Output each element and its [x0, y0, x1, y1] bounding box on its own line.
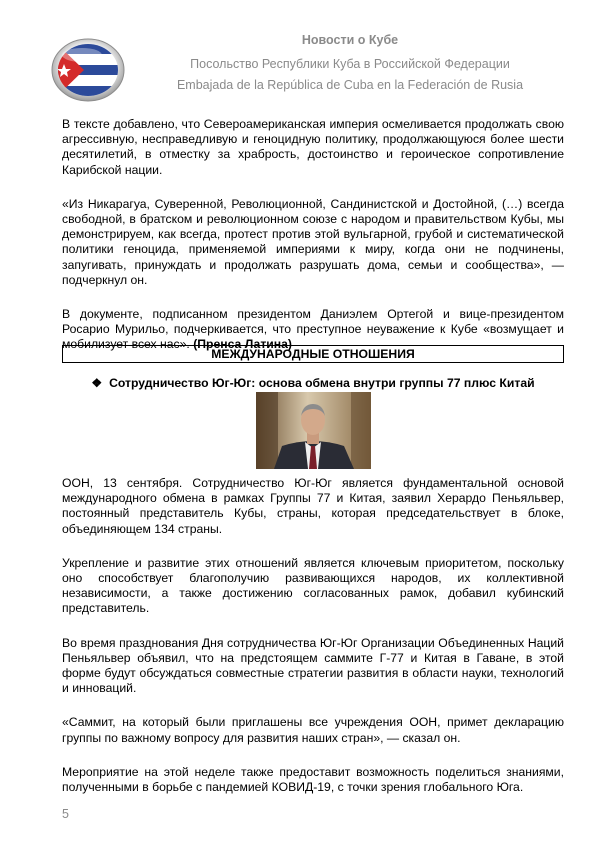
paragraph: В тексте добавлено, что Североамериканская империя осмеливается продолжать свою агрессивную, несправедливую и геноцидную политику, продолжающуюся более шести десятилетий, в отместку за храбрость, достоинство и героическое сопротивление Карибской нации.	[62, 117, 564, 177]
paragraph-text: В документе, подписанном президентом Даниэлем Ортегой и вице-президентом Росарио Мурильо, подчеркивается, что преступное неуважение к Кубе «возмущает и мобилизует всех нас».	[62, 307, 564, 352]
header-title: Новости о Кубе	[301, 33, 399, 47]
article-continuation	[62, 117, 564, 372]
page-number: 5	[62, 807, 69, 821]
headline-text: Сотрудничество Юг-Юг: основа обмена внутри группы 77 плюс Китай	[109, 376, 535, 390]
article-body	[62, 476, 564, 814]
source-credit: (Пренса Латина)	[193, 337, 292, 352]
article-headline	[62, 376, 564, 390]
diamond-bullet-icon: ❖	[91, 376, 103, 390]
paragraph: «Из Никарагуа, Суверенной, Революционной, Сандинистской и Достойной, (…) всегда свободной, в братском и революционном союзе с народом и правительством Кубы, мы демонстрируем, как всегда, протест против этой вульгарной, грубой и систематической политики геноцида, применяемой империями к миру, когда они не подчинены, запугивать, принуждать и продолжать разрушать дома, семьи и сообщества», — подчеркнул он.	[62, 196, 564, 287]
cuba-flag-logo	[50, 37, 126, 103]
paragraph: Во время празднования Дня сотрудничества Юг-Юг Организации Объединенных Наций Пеньяльвер объявил, что на предстоящем саммите Г-77 и Китая в Гаване, в этой форме будут обсуждаться совместные стратегии развития в области науки, технологий и инноваций.	[62, 635, 564, 696]
paragraph: «Саммит, на который были приглашены все учреждения ООН, примет декларацию группы по важному вопросу для развития наших стран», — сказал он.	[62, 715, 564, 745]
section-title: МЕЖДУНАРОДНЫЕ ОТНОШЕНИЯ	[62, 345, 564, 363]
speaker-photo	[256, 392, 371, 469]
paragraph: ООН, 13 сентября. Сотрудничество Юг-Юг является фундаментальной основой международного обмена в рамках Группы 77 и Китая, заявил Херардо Пеньяльвер, постоянный представитель Кубы, страны, которая председательствует в блоке, объединяющем 134 страны.	[62, 476, 564, 536]
header-embassy-ru: Посольство Республики Куба в Российской Федерации	[190, 57, 510, 71]
paragraph: Мероприятие на этой неделе также предоставит возможность поделиться знаниями, полученными в борьбе с пандемией КОВИД-19, с точки зрения глобального Юга.	[62, 764, 564, 795]
paragraph: Укрепление и развитие этих отношений является ключевым приоритетом, поскольку оно способствует благополучию развивающихся народов, их коллективной независимости, а также достижению согласованных рамок, добавил кубинский представитель.	[62, 555, 564, 616]
header-embassy-es: Embajada de la República de Cuba en la Federación de Rusia	[176, 78, 524, 92]
